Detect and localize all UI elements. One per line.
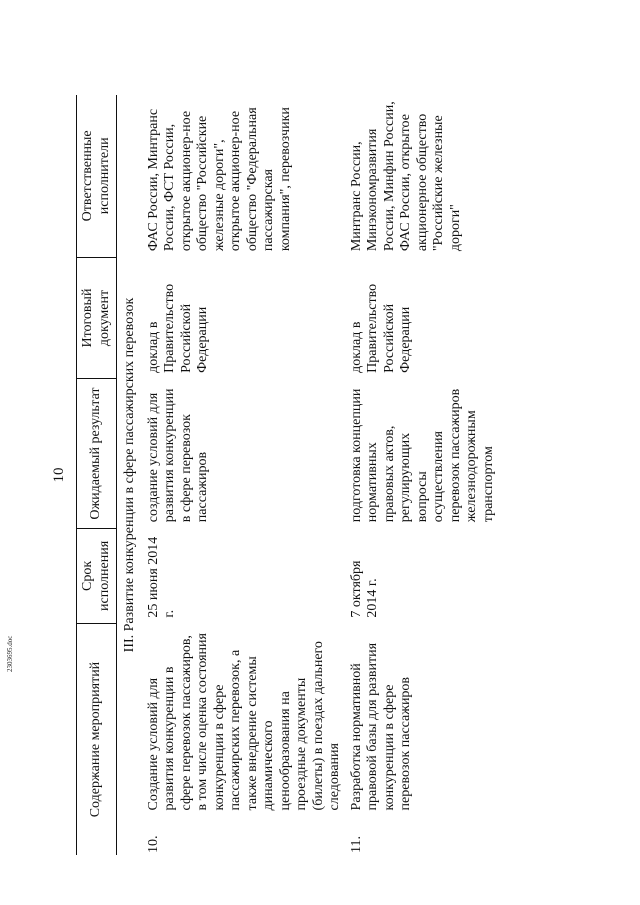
page-number: 10 <box>51 467 67 483</box>
row-deadline: 25 июня 2014 г. <box>145 536 177 618</box>
rotated-page <box>50 95 496 855</box>
row-deadline: 7 октября 2014 г. <box>348 560 380 618</box>
header-result: Ожидаемый результат <box>77 379 117 528</box>
header-responsible: Ответственные исполнители <box>77 95 117 257</box>
row-responsible: Минтранс России, Минэкономразвития России, Минфин России, ФАС России, открытое акционерное общество "Российские железные дороги" <box>348 101 463 252</box>
row-content: Разработка нормативной правовой базы для развития конкуренции в сфере перевозок пассажиров <box>348 642 413 811</box>
row-content: Создание условий для развития конкуренции в сфере перевозок пассажиров, в том числе оценка состояния конкуренции в сфере пассажирских перевозок, а также внедрение системы динамического ценообразования на проездные документы (билеты) в поездах дальнего следования <box>145 633 342 811</box>
header-deadline: Срок исполнения <box>77 528 117 623</box>
row-number: 11. <box>348 836 364 853</box>
row-result: создание условий для развития конкуренции в сфере перевозок пассажиров <box>145 388 210 523</box>
table-header-row <box>77 95 117 855</box>
row-number: 10. <box>145 835 161 853</box>
header-document: Итоговый документ <box>77 257 117 379</box>
header-content: Содержание мероприятий <box>77 624 117 855</box>
section-row <box>117 95 143 855</box>
section-title: III. Развитие конкуренции в сфере пассажирских перевозок <box>122 297 137 653</box>
table-row <box>346 95 500 855</box>
row-result: подготовка концепции нормативных правовых актов, регулирующих вопросы осуществления перевозок пассажиров железнодорожным транспортом <box>348 388 496 523</box>
row-document: доклад в Правительство Российской Федерации <box>348 283 413 373</box>
row-responsible: ФАС России, Минтранс России, ФСТ России, открытое акционер-ное общество "Российские железные дороги", открытое акционер-ное общество "Федеральная пассажирская компания", перевозчики <box>145 107 293 252</box>
measures-table <box>76 95 499 855</box>
row-document: доклад в Правительство Российской Федерации <box>145 283 210 373</box>
footer-filename: 2303695.doc <box>6 635 14 672</box>
table-row <box>143 95 346 855</box>
